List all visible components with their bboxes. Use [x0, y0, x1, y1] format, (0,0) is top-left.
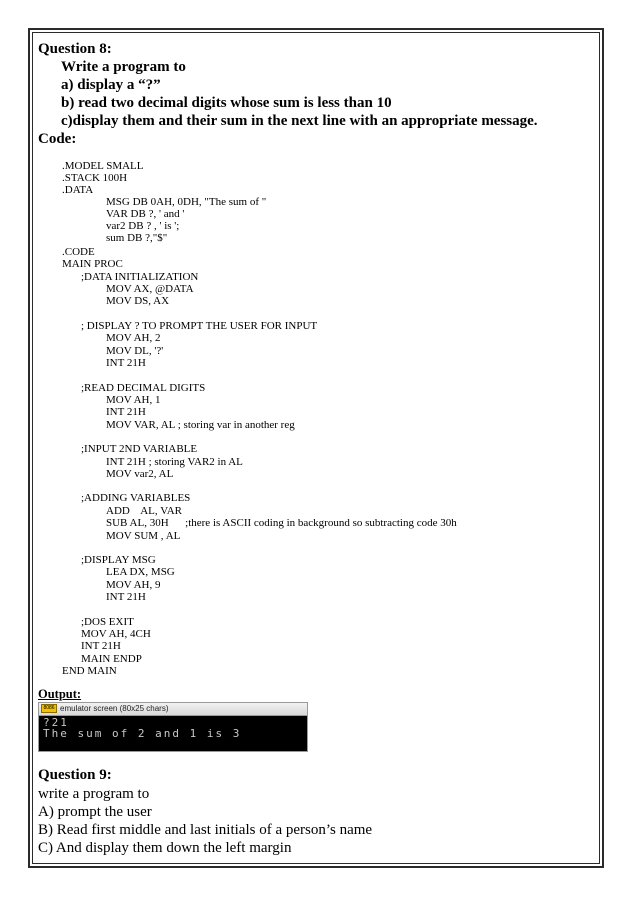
emulator-title-bar [39, 703, 307, 716]
emulator-app-icon: 8086 [41, 704, 57, 713]
code-comment: ;INPUT 2ND VARIABLE [81, 443, 198, 455]
output-label: Output: [38, 687, 82, 701]
code-line: MOV AH, 9 [106, 579, 161, 591]
code-line: MOV VAR, AL ; storing var in another reg [106, 419, 295, 431]
code-line: SUB AL, 30H ;there is ASCII coding in background so subtracting code 30h [106, 517, 457, 529]
code-line: MOV DS, AX [106, 295, 170, 307]
code-line: .MODEL SMALL [62, 160, 144, 172]
code-comment: ;READ DECIMAL DIGITS [81, 382, 206, 394]
code-line: var2 DB ? , ' is '; [106, 220, 180, 232]
question-9-line: A) prompt the user [38, 804, 152, 820]
code-line: MAIN ENDP [81, 653, 142, 665]
code-line: .CODE [62, 246, 95, 258]
code-line: MAIN PROC [62, 258, 123, 270]
code-line: VAR DB ?, ' and ' [106, 208, 185, 220]
question-8-line: b) read two decimal digits whose sum is less than 10 [61, 95, 392, 111]
code-comment: ; DISPLAY ? TO PROMPT THE USER FOR INPUT [81, 320, 318, 332]
code-line: INT 21H [106, 406, 146, 418]
code-line: ADD AL, VAR [106, 505, 182, 517]
question-9-title: Question 9: [38, 767, 112, 783]
code-line: MOV SUM , AL [106, 530, 181, 542]
code-line: LEA DX, MSG [106, 566, 175, 578]
code-line: .STACK 100H [62, 172, 128, 184]
code-line: INT 21H [106, 357, 146, 369]
emulator-screen [38, 702, 308, 752]
question-9-line: write a program to [38, 786, 150, 802]
code-line: MOV DL, '?' [106, 345, 164, 357]
console-line: ?21 [43, 716, 69, 729]
code-line: sum DB ?,"$" [106, 232, 168, 244]
question-8-line: a) display a “?” [61, 77, 161, 93]
code-line: MOV AX, @DATA [106, 283, 194, 295]
code-line: MOV var2, AL [106, 468, 174, 480]
code-line: MOV AH, 1 [106, 394, 161, 406]
question-9-line: B) Read first middle and last initials of a person’s name [38, 822, 373, 838]
console-line: The sum of 2 and 1 is 3 [43, 727, 242, 740]
question-8-line: Write a program to [61, 59, 186, 75]
code-comment: ;DISPLAY MSG [81, 554, 156, 566]
code-comment: ;ADDING VARIABLES [81, 492, 191, 504]
code-line: END MAIN [62, 665, 117, 677]
question-8-title: Question 8: [38, 41, 112, 57]
code-comment: ;DOS EXIT [81, 616, 134, 628]
code-line: INT 21H ; storing VAR2 in AL [106, 456, 243, 468]
emulator-console [39, 716, 307, 740]
emulator-title: emulator screen (80x25 chars) [60, 704, 169, 713]
code-line: MOV AH, 4CH [81, 628, 151, 640]
code-line: MSG DB 0AH, 0DH, "The sum of " [106, 196, 267, 208]
code-line: MOV AH, 2 [106, 332, 161, 344]
code-line: INT 21H [81, 640, 121, 652]
question-8-line: c)display them and their sum in the next line with an appropriate message. [61, 113, 538, 129]
code-line: INT 21H [106, 591, 146, 603]
code-comment: ;DATA INITIALIZATION [81, 271, 199, 283]
code-line: .DATA [62, 184, 94, 196]
question-9-line: C) And display them down the left margin [38, 840, 292, 856]
code-label: Code: [38, 131, 77, 147]
